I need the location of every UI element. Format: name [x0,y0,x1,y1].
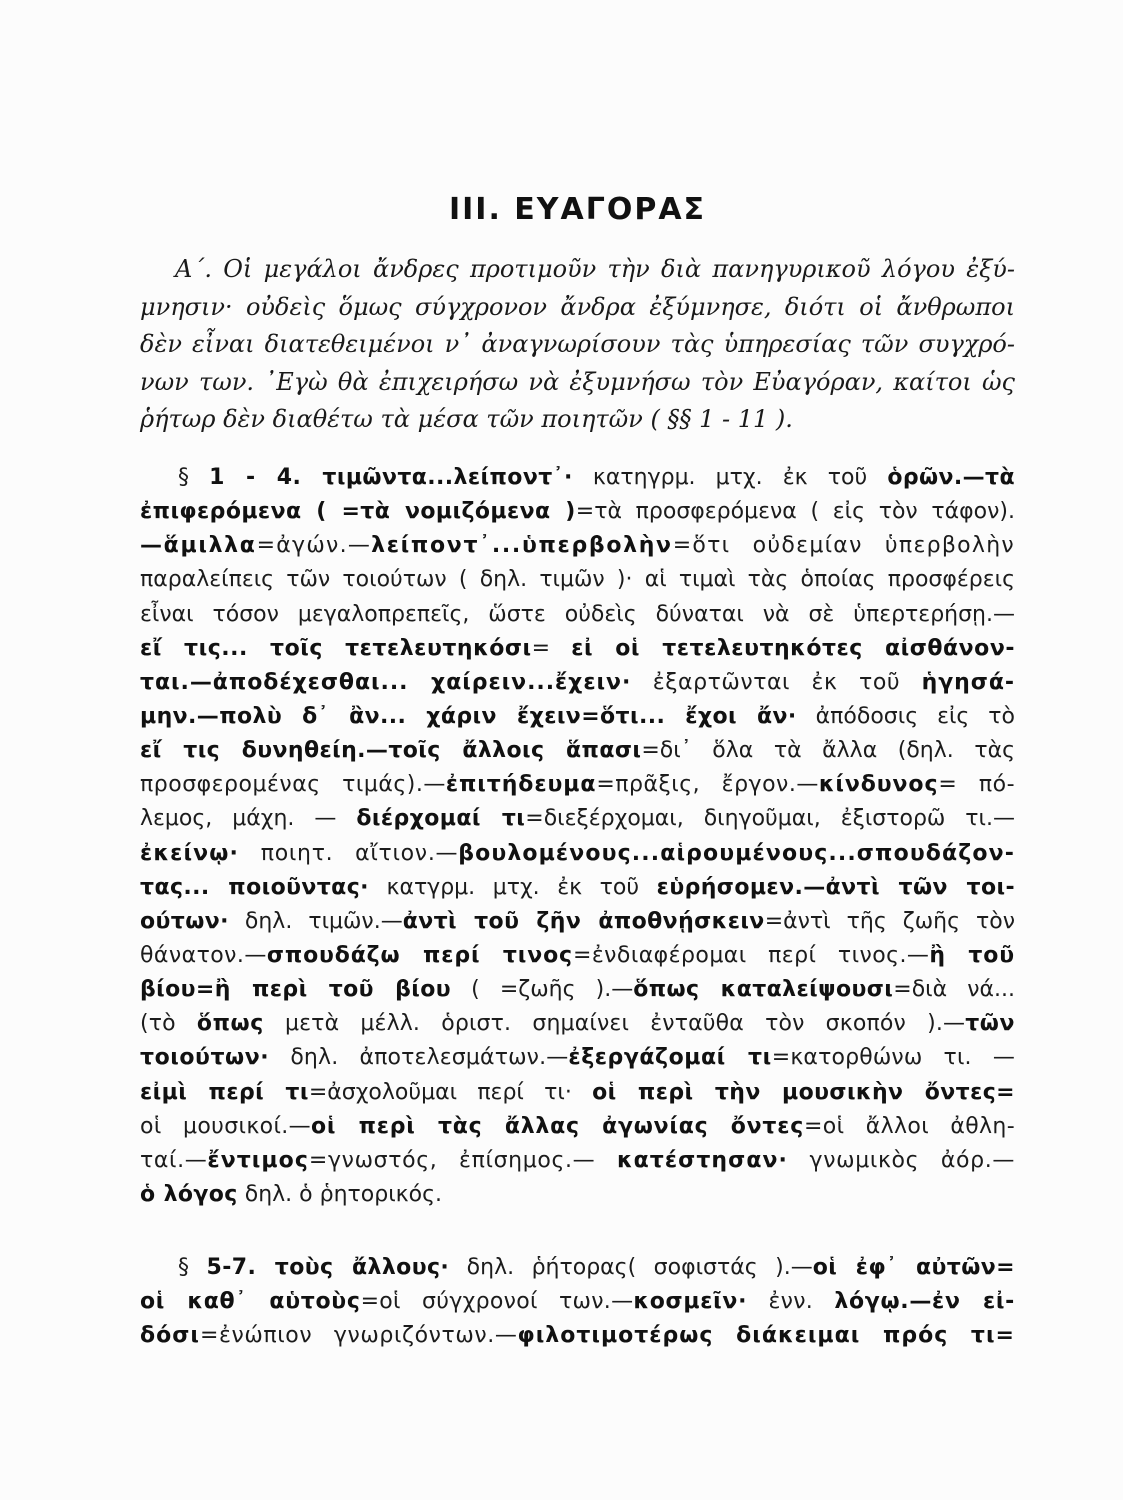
lemma-term: ὁ λόγος [140,1181,238,1207]
gloss-text: θάνατον.— [140,942,267,968]
text-line [140,837,1015,871]
lemma-term: ται.—ἀποδέχεσθαι... χαίρειν...ἔχειν· [140,669,632,695]
gloss-text: =πρᾶξις, ἔργον.— [596,772,819,798]
gloss-text: δηλ. ὁ ῥητορικός. [237,1181,442,1207]
lemma-term: λείποντ᾽...ὑπερβολὴν [371,533,673,559]
text-line [140,666,1015,700]
lemma-term: ὅπως [196,1011,264,1037]
summary-text: νων των. ᾽Εγὼ θὰ ἐπιχειρήσω νὰ ἐξυμνήσω τὸν Εὐαγόραν, καίτοι ὡς [140,367,1015,396]
gloss-text: =δι᾽ ὅλα τὰ ἄλλα (δηλ. τὰς [641,738,1015,764]
lemma-term: οἱ περὶ τὰς ἄλλας ἀγωνίας ὄντες [310,1113,805,1139]
gloss-text: ταί.— [140,1147,208,1173]
text-line [140,289,1015,327]
text-line-content [140,973,1015,1007]
lemma-term: ἔντιμος [207,1147,309,1173]
gloss-text: =τὰ προσφερόμενα ( εἰς τὸν τάφον). [575,499,1015,525]
lemma-term: εἰ οἱ τετελευτηκότες αἰσθάνον- [571,635,1015,661]
gloss-text: γνωμικὸς ἀόρ.— [787,1147,1015,1173]
gloss-text: παραλείπεις τῶν τοιούτων ( δηλ. τιμῶν )· αἱ τιμαὶ τὰς ὁποίας προσφέρεις [140,567,1015,593]
lemma-term: ἀντὶ τοῦ ζῆν ἀποθνῄσκειν [402,908,765,934]
lemma-term: σπουδάζω περί τινος [266,942,573,968]
gloss-text: =ἀσχολοῦμαι περί τι· [308,1079,593,1105]
lemma-term: βουλομένους...αἱρουμένους...σπουδάζον- [458,840,1015,866]
text-line-content [140,905,1015,939]
text-line-content [140,1076,1015,1110]
text-line [140,1076,1015,1110]
text-line [140,973,1015,1007]
gloss-text: προσφερομένας τιμάς).— [140,772,446,798]
lemma-term: κατέστησαν· [616,1147,788,1173]
text-line [140,1251,1015,1285]
gloss-text: =ὅτι οὐδεμίαν ὑπερβολὴν [672,533,1015,559]
lemma-term: λόγῳ.—ἐν εἰ- [834,1289,1015,1315]
summary-paragraph [140,251,1015,439]
lemma-term: οἱ καθ᾽ αὑτοὺς [140,1289,361,1315]
text-line-content [140,632,1015,666]
gloss-text: ( =ζωῆς ).— [451,977,634,1003]
gloss-text: =ἀγών.— [256,533,372,559]
lemma-term: οἱ ἐφ᾽ αὐτῶν= [812,1255,1015,1280]
text-line [140,939,1015,973]
lemma-term: βίου=ἢ περὶ τοῦ βίου [140,977,452,1003]
summary-text: μνησιν· οὐδεὶς ὅμως σύγχρονον ἄνδρα ἐξύμνησε, διότι οἱ ἄνθρωποι [140,292,1015,321]
text-line [140,364,1015,402]
gloss-text: § [178,1255,207,1280]
text-line-content [140,364,1015,402]
text-line [140,1041,1015,1075]
text-line [140,401,1015,439]
text-line [140,495,1015,529]
lemma-term: κίνδυνος [818,772,939,798]
lemma-term: δόσι [140,1323,200,1349]
text-line-content [140,871,1015,905]
lemma-term: ἐκείνῳ· [140,840,240,866]
gloss-text: κατηγρμ. μτχ. ἐκ τοῦ [572,465,888,490]
text-line [140,734,1015,768]
text-line-content [178,461,1015,495]
gloss-text: =ἐνδιαφέρομαι περί τινος.— [572,942,930,968]
text-line-content [140,700,1015,734]
gloss-text: =ἀντὶ τῆς ζωῆς τὸν [764,908,1016,934]
lemma-term: τοιούτων· [140,1045,270,1071]
text-line [140,326,1015,364]
text-line [140,529,1015,563]
text-line [140,905,1015,939]
gloss-text: =γνωστός, ἐπίσημος.— [308,1147,617,1173]
gloss-text: = πό- [938,772,1016,798]
text-line [140,563,1015,597]
gloss-text: οἱ μουσικοί.— [140,1113,311,1139]
text-line [140,1144,1015,1178]
gloss-text: εἶναι τόσον μεγαλοπρεπεῖς, ὥστε οὐδεὶς δύναται νὰ σὲ ὑπερτερήσῃ.— [140,601,1015,627]
text-line-content [140,1319,1015,1353]
text-line-content [140,734,1015,768]
text-line [140,1178,1015,1212]
text-line-content [178,1251,1015,1285]
text-line-content [140,1110,1015,1144]
lemma-term: μην.—πολὺ δ᾽ ἂν... χάριν ἔχειν=ὅτι... ἔχοι ἄν· [140,703,797,729]
text-line-content [140,495,1015,529]
text-line-content [140,939,1015,973]
text-line [140,461,1015,495]
lemma-term: ούτων· [140,908,229,934]
notes-section-1-4 [140,461,1015,1212]
text-line-content [175,251,1015,289]
lemma-term: ἐπιφερόμενα ( =τὰ νομιζόμενα ) [140,499,576,525]
text-line-content [140,1007,1015,1041]
lemma-term: ὁρῶν.—τὰ [887,465,1015,490]
lemma-term: εὑρήσομεν.—ἀντὶ τῶν τοι- [656,874,1015,900]
gloss-text: § [178,465,210,490]
lemma-term: εἴ τις δυνηθείη.—τοῖς ἄλλοις ἅπασι [140,738,642,764]
text-line [140,700,1015,734]
lemma-term: εἴ τις... τοῖς τετελευτηκόσι [140,635,532,661]
text-line [140,1285,1015,1319]
gloss-text: ἐξαρτῶνται ἐκ τοῦ [631,669,922,695]
text-line-content [140,401,793,439]
gloss-text: (τὸ [140,1011,197,1037]
text-line-content [140,1144,1015,1178]
gloss-text: =διεξέρχομαι, διηγοῦμαι, ἐξιστορῶ τι.— [525,806,1015,832]
text-line-content [140,289,1015,327]
lemma-term: ἐξεργάζομαί τι [568,1045,772,1071]
gloss-text: = [531,635,572,661]
lemma-term: ἡγησά- [921,669,1015,695]
text-line-content [140,529,1015,563]
text-line-content [140,666,1015,700]
lemma-term: ὅπως καταλείψουσι [633,977,894,1003]
gloss-text: δηλ. ἀποτελεσμάτων.— [269,1045,569,1071]
lemma-term: τῶν [965,1011,1016,1037]
lemma-term: —ἅμιλλα [140,533,257,559]
gloss-text: =οἱ σύγχρονοί των.— [360,1289,634,1315]
lemma-term: εἰμὶ περί τι [140,1079,309,1105]
gloss-text: =διὰ νά... [893,977,1015,1003]
text-line [140,251,1015,289]
text-line-content [140,598,1015,632]
text-line-content [140,837,1015,871]
lemma-term: ἐπιτήδευμα [445,772,597,798]
gloss-text: δηλ. ῥήτορας( σοφιστάς ).— [449,1255,813,1280]
gloss-text: ἀπόδοσις εἰς τὸ [796,703,1016,729]
lemma-term: 1 - 4. τιμῶντα...λείποντ᾽· [209,465,573,490]
text-line-content [140,768,1015,802]
gloss-text: λεμος, μάχη. — [140,806,357,832]
lemma-term: 5-7. τοὺς ἄλλους· [206,1255,450,1280]
gloss-text: μετὰ μέλλ. ὁριστ. σημαίνει ἐνταῦθα τὸν σκοπόν ).— [263,1011,966,1037]
text-line-content [140,1178,442,1212]
gloss-text: =ἐνώπιον γνωριζόντων.— [199,1323,518,1349]
lemma-term: οἱ περὶ τὴν μουσικὴν ὄντες= [592,1079,1015,1105]
text-line [140,768,1015,802]
text-line [140,632,1015,666]
text-line [140,598,1015,632]
text-line [140,1007,1015,1041]
text-line-content [140,326,1015,364]
text-line [140,1319,1015,1353]
gloss-text: =κατορθώνω τι. — [771,1045,1015,1071]
lemma-term: ἢ τοῦ [929,942,1015,968]
text-line-content [140,1041,1015,1075]
summary-text: δὲν εἶναι διατεθειμένοι ν᾽ ἀναγνωρίσουν τὰς ὑπηρεσίας τῶν συγχρό- [140,330,1015,358]
text-line-content [140,1285,1015,1319]
gloss-text: ποιητ. αἴτιον.— [239,840,459,866]
text-line-content [140,563,1015,597]
gloss-text: =οἱ ἄλλοι ἀθλη- [804,1113,1015,1139]
summary-text: Α΄. Οἱ μεγάλοι ἄνδρες προτιμοῦν τὴν διὰ πανηγυρικοῦ λόγου ἐξύ- [175,255,1015,283]
text-line [140,871,1015,905]
lemma-term: διέρχομαί τι [356,806,526,832]
text-line [140,1110,1015,1144]
gloss-text: ἐνν. [747,1289,835,1315]
lemma-term: τας... ποιοῦντας· [140,874,369,900]
text-line [140,802,1015,836]
gloss-text: κατγρμ. μτχ. ἐκ τοῦ [368,874,657,900]
notes-section-5-7 [140,1251,1015,1353]
text-line-content [140,802,1015,836]
gloss-text: δηλ. τιμῶν.— [228,908,403,934]
chapter-title: III. ΕΥΑΓΟΡΑΣ [448,192,707,227]
lemma-term: κοσμεῖν· [633,1289,748,1315]
lemma-term: φιλοτιμοτέρως διάκειμαι πρός τι= [517,1323,1015,1349]
summary-text: ῥήτωρ δὲν διαθέτω τὰ μέσα τῶν ποιητῶν ( §§ 1 - 11 ). [140,405,793,433]
